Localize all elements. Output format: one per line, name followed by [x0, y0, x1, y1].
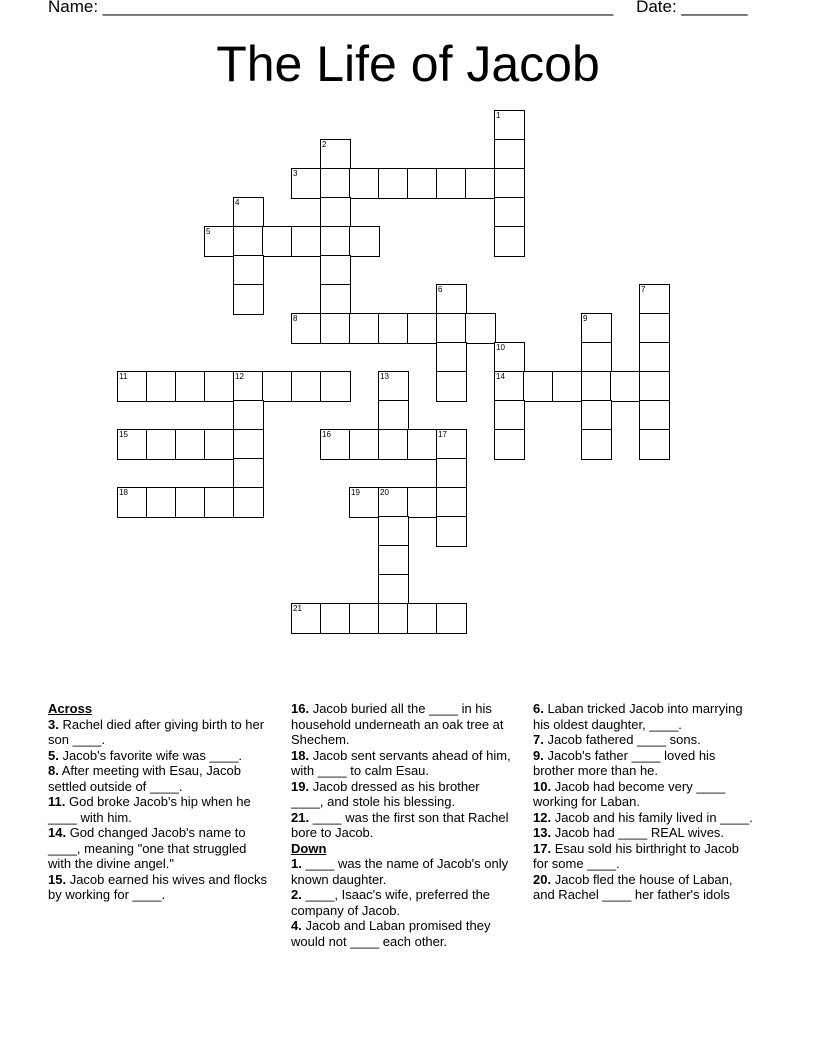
grid-cell[interactable] [407, 429, 438, 460]
grid-cell[interactable] [465, 168, 496, 199]
grid-cell[interactable] [320, 603, 351, 634]
clue-number: 12 [235, 372, 244, 381]
grid-cell[interactable] [436, 516, 467, 547]
across-clue-list-continued [291, 701, 513, 841]
across-clue-list [48, 717, 270, 903]
grid-cell[interactable] [233, 458, 264, 489]
clue-number: 10. [533, 778, 552, 794]
clue-number: 3. [48, 716, 59, 732]
name-field-label: Name: ______________________________________________________ [48, 0, 614, 16]
grid-cell[interactable] [639, 371, 670, 402]
grid-cell[interactable] [581, 371, 612, 402]
grid-cell[interactable] [117, 487, 148, 518]
clue-text: ____ was the first son that Rachel bore to Jacob. [291, 809, 509, 840]
clue-number: 14. [48, 825, 67, 840]
across-clue [48, 763, 270, 794]
clue-number: 11. [48, 794, 66, 809]
grid-cell[interactable] [494, 342, 525, 373]
clue-text: Jacob fathered ____ sons. [543, 732, 701, 747]
grid-cell[interactable] [204, 429, 235, 460]
grid-cell[interactable] [349, 429, 380, 460]
across-clue [48, 748, 270, 764]
grid-cell[interactable] [233, 487, 264, 518]
grid-cell[interactable] [175, 429, 206, 460]
grid-cell[interactable] [639, 284, 670, 315]
clue-number: 16 [322, 430, 331, 439]
grid-cell[interactable] [233, 429, 264, 460]
grid-cell[interactable] [349, 226, 380, 257]
down-clue [533, 748, 755, 779]
grid-cell[interactable] [639, 400, 670, 431]
down-clue [533, 779, 755, 810]
down-clue [533, 825, 755, 841]
down-clue [291, 887, 513, 918]
clue-text: Jacob and Laban promised they would not ____ each other. [291, 918, 491, 949]
grid-cell[interactable] [494, 110, 525, 141]
clue-text: ____, Isaac's wife, preferred the company of Jacob. [291, 887, 491, 918]
date-field-label: Date: _______ [636, 0, 748, 16]
down-clue-list [291, 856, 513, 949]
clue-number: 2 [322, 140, 327, 149]
clue-number: 17 [438, 430, 447, 439]
grid-cell[interactable] [378, 603, 409, 634]
grid-cell[interactable] [378, 371, 409, 402]
grid-cell[interactable] [233, 371, 264, 402]
clue-text: Jacob and his family lived in ____. [551, 809, 753, 825]
clue-number: 17. [533, 840, 552, 856]
clue-number: 13. [533, 825, 552, 840]
across-clue [291, 779, 513, 810]
clue-text: Jacob dressed as his brother ____, and stole his blessing. [291, 778, 480, 809]
down-clue-list-continued [533, 701, 755, 903]
grid-cell[interactable] [320, 255, 351, 286]
clue-number: 4 [235, 198, 240, 207]
clue-number: 4. [291, 918, 302, 933]
grid-cell[interactable] [175, 371, 206, 402]
clue-text: ____ was the name of Jacob's only known daughter. [291, 856, 509, 887]
clue-number: 15 [119, 430, 128, 439]
grid-cell[interactable] [436, 371, 467, 402]
clue-text: Esau sold his birthright to Jacob for some ____. [533, 840, 739, 871]
clue-text: Laban tricked Jacob into marrying his oldest daughter, ____. [533, 701, 743, 732]
grid-cell[interactable] [233, 197, 264, 228]
grid-cell[interactable] [291, 168, 322, 199]
grid-cell[interactable] [407, 168, 438, 199]
grid-cell[interactable] [349, 313, 380, 344]
clue-text: Jacob's favorite wife was ____. [58, 747, 242, 763]
across-heading: Across [48, 701, 93, 716]
clue-number: 6 [438, 285, 443, 294]
clue-number: 13 [380, 372, 389, 381]
grid-cell[interactable] [146, 371, 177, 402]
grid-cell[interactable] [146, 487, 177, 518]
clue-number: 5. [48, 747, 59, 763]
clue-number: 2. [291, 887, 302, 902]
grid-cell[interactable] [436, 342, 467, 373]
clue-text: Jacob sent servants ahead of him, with ____ to calm Esau. [291, 747, 511, 778]
grid-cell[interactable] [233, 226, 264, 257]
grid-cell[interactable] [436, 313, 467, 344]
down-clue [533, 841, 755, 872]
clue-number: 18 [119, 488, 128, 497]
down-clue [533, 701, 755, 732]
clue-text: God broke Jacob's hip when he ____ with him. [48, 794, 251, 825]
clues-column-3 [533, 701, 755, 903]
grid-cell[interactable] [146, 429, 177, 460]
clue-text: God changed Jacob's name to ____, meaning "one that struggled with the divine angel." [48, 825, 247, 871]
across-clue [48, 872, 270, 903]
grid-cell[interactable] [378, 313, 409, 344]
clue-number: 21 [293, 604, 302, 613]
clue-number: 9 [583, 314, 588, 323]
grid-cell[interactable] [494, 429, 525, 460]
clue-number: 15. [48, 871, 67, 887]
grid-cell[interactable] [407, 313, 438, 344]
clue-number: 8 [293, 314, 298, 323]
clue-number: 18. [291, 747, 310, 763]
clue-number: 6. [533, 701, 544, 716]
grid-cell[interactable] [581, 342, 612, 373]
grid-cell[interactable] [407, 487, 438, 518]
grid-cell[interactable] [291, 313, 322, 344]
grid-cell[interactable] [291, 603, 322, 634]
across-clue [48, 717, 270, 748]
grid-cell[interactable] [204, 226, 235, 257]
down-clue [291, 918, 513, 949]
clue-number: 5 [206, 227, 211, 236]
across-clue [291, 701, 513, 748]
clue-text: Jacob's father ____ loved his brother more than he. [533, 747, 716, 778]
clue-number: 19 [351, 488, 360, 497]
grid-cell[interactable] [639, 313, 670, 344]
grid-cell[interactable] [378, 429, 409, 460]
grid-cell[interactable] [378, 545, 409, 576]
clue-number: 8. [48, 763, 59, 778]
grid-cell[interactable] [349, 487, 380, 518]
grid-cell[interactable] [262, 371, 293, 402]
down-heading: Down [291, 840, 327, 856]
grid-cell[interactable] [320, 139, 351, 170]
grid-cell[interactable] [262, 226, 293, 257]
grid-cell[interactable] [465, 313, 496, 344]
grid-cell[interactable] [204, 487, 235, 518]
grid-cell[interactable] [320, 371, 351, 402]
clue-number: 7 [641, 285, 646, 294]
across-clue [48, 825, 270, 872]
page-title: The Life of Jacob [216, 36, 600, 92]
clue-number: 12. [533, 809, 552, 825]
grid-cell[interactable] [581, 429, 612, 460]
down-clue [533, 810, 755, 826]
grid-cell[interactable] [581, 313, 612, 344]
clue-number: 3 [293, 169, 298, 178]
grid-cell[interactable] [436, 284, 467, 315]
grid-cell[interactable] [291, 371, 322, 402]
clues-column-2 [291, 701, 513, 949]
grid-cell[interactable] [175, 487, 206, 518]
clue-number: 7. [533, 732, 544, 747]
grid-cell[interactable] [639, 429, 670, 460]
grid-cell[interactable] [117, 429, 148, 460]
grid-cell[interactable] [581, 400, 612, 431]
grid-cell[interactable] [378, 487, 409, 518]
clue-number: 20 [380, 488, 389, 497]
clue-text: Rachel died after giving birth to her son ____. [48, 716, 265, 747]
grid-cell[interactable] [494, 139, 525, 170]
clue-text: Jacob had ____ REAL wives. [551, 825, 725, 840]
grid-cell[interactable] [552, 371, 583, 402]
grid-cell[interactable] [494, 197, 525, 228]
clue-number: 19. [291, 778, 310, 794]
grid-cell[interactable] [291, 226, 322, 257]
across-clue [48, 794, 270, 825]
grid-cell[interactable] [639, 342, 670, 373]
down-clue [291, 856, 513, 887]
grid-cell[interactable] [378, 400, 409, 431]
clue-number: 14 [496, 372, 505, 381]
grid-cell[interactable] [117, 371, 148, 402]
grid-cell[interactable] [610, 371, 641, 402]
clue-number: 9. [533, 747, 544, 763]
grid-cell[interactable] [378, 168, 409, 199]
grid-cell[interactable] [436, 458, 467, 489]
grid-cell[interactable] [436, 429, 467, 460]
clue-text: Jacob had become very ____ working for Laban. [533, 778, 726, 809]
grid-cell[interactable] [320, 284, 351, 315]
clue-text: Jacob earned his wives and flocks by working for ____. [48, 871, 267, 902]
grid-cell[interactable] [407, 603, 438, 634]
down-clue [533, 872, 755, 903]
grid-cell[interactable] [436, 487, 467, 518]
clue-number: 20. [533, 871, 552, 887]
grid-cell[interactable] [436, 603, 467, 634]
clue-text: Jacob fled the house of Laban, and Rachel ____ her father's idols [533, 871, 733, 902]
grid-cell[interactable] [378, 574, 409, 605]
grid-cell[interactable] [494, 168, 525, 199]
across-clue [291, 748, 513, 779]
grid-cell[interactable] [320, 226, 351, 257]
clue-text: Jacob buried all the ____ in his household underneath an oak tree at Shechem. [291, 701, 504, 747]
grid-cell[interactable] [349, 168, 380, 199]
clue-text: After meeting with Esau, Jacob settled outside of ____. [48, 763, 241, 794]
grid-cell[interactable] [436, 168, 467, 199]
grid-cell[interactable] [320, 197, 351, 228]
grid-cell[interactable] [204, 371, 235, 402]
clue-number: 11 [119, 372, 128, 381]
clues-column-1 [48, 701, 270, 903]
grid-cell[interactable] [320, 313, 351, 344]
grid-cell[interactable] [494, 400, 525, 431]
across-clue [291, 810, 513, 841]
clue-number: 1. [291, 856, 302, 871]
grid-cell[interactable] [320, 168, 351, 199]
grid-cell[interactable] [349, 603, 380, 634]
down-clue [533, 732, 755, 748]
grid-cell[interactable] [233, 400, 264, 431]
clue-number: 21. [291, 809, 310, 825]
clue-number: 10 [496, 343, 505, 352]
clue-number: 16. [291, 701, 310, 716]
grid-cell[interactable] [320, 429, 351, 460]
clue-number: 1 [496, 111, 501, 120]
grid-cell[interactable] [233, 284, 264, 315]
grid-cell[interactable] [494, 226, 525, 257]
grid-cell[interactable] [494, 371, 525, 402]
grid-cell[interactable] [523, 371, 554, 402]
grid-cell[interactable] [233, 255, 264, 286]
grid-cell[interactable] [378, 516, 409, 547]
